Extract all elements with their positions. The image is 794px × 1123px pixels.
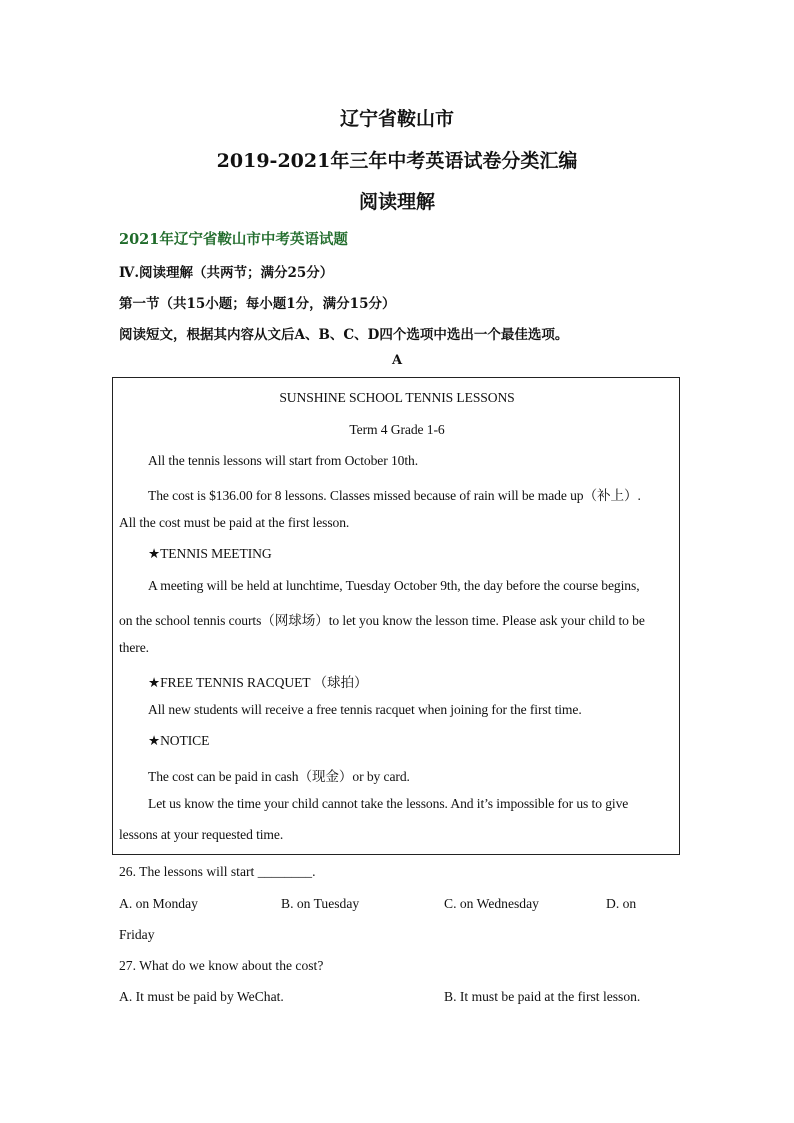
notice-box	[112, 377, 680, 855]
question-26-option-d-continued: Friday	[119, 927, 155, 942]
notice-line: A meeting will be held at lunchtime, Tuesday October 9th, the day before the course begins,	[148, 578, 640, 593]
question-26-stem: 26. The lessons will start ________.	[119, 864, 316, 879]
notice-subheading: Term 4 Grade 1-6	[349, 422, 445, 437]
notice-line: Let us know the time your child cannot take the lessons. And it’s impossible for us to give	[148, 796, 629, 811]
notice-subhead-racquet: ★FREE TENNIS RACQUET （球拍）	[148, 675, 368, 690]
passage-letter: A	[391, 353, 403, 368]
notice-line: The cost can be paid in cash（现金）or by card.	[148, 769, 410, 784]
exam-name: 2021年辽宁省鞍山市中考英语试题	[119, 231, 348, 248]
notice-line: All the cost must be paid at the first lesson.	[119, 515, 350, 530]
notice-subhead-meeting: ★TENNIS MEETING	[148, 546, 272, 561]
question-27-option-a: A. It must be paid by WeChat.	[119, 989, 284, 1004]
notice-heading: SUNSHINE SCHOOL TENNIS LESSONS	[279, 390, 515, 405]
notice-line: on the school tennis courts（网球场）to let you know the lesson time. Please ask your child to be	[119, 613, 645, 628]
question-26-option-a: A. on Monday	[119, 896, 198, 911]
notice-line: The cost is $136.00 for 8 lessons. Classes missed because of rain will be made up（补上）.	[148, 488, 641, 503]
notice-line: All the tennis lessons will start from October 10th.	[148, 453, 419, 468]
document-title-collection: 2019-2021年三年中考英语试卷分类汇编	[216, 150, 578, 172]
notice-line: there.	[119, 640, 149, 655]
question-26-option-c: C. on Wednesday	[444, 896, 539, 911]
question-26-option-d: D. on	[606, 896, 637, 911]
notice-line: lessons at your requested time.	[119, 827, 284, 842]
notice-subhead-notice: ★NOTICE	[148, 733, 210, 748]
question-27-stem: 27. What do we know about the cost?	[119, 958, 324, 973]
document-title-region: 辽宁省鞍山市	[339, 108, 454, 130]
part-heading: Ⅳ.阅读理解（共两节；满分25分）	[119, 265, 334, 281]
notice-line: All new students will receive a free tennis racquet when joining for the first time.	[148, 702, 582, 717]
subpart-heading: 第一节（共15小题；每小题1分，满分15分）	[119, 296, 396, 312]
document-title-topic: 阅读理解	[358, 191, 435, 213]
question-27-option-b: B. It must be paid at the first lesson.	[444, 989, 641, 1004]
instruction: 阅读短文，根据其内容从文后A、B、C、D四个选项中选出一个最佳选项。	[119, 327, 569, 343]
question-26-option-b: B. on Tuesday	[281, 896, 360, 911]
